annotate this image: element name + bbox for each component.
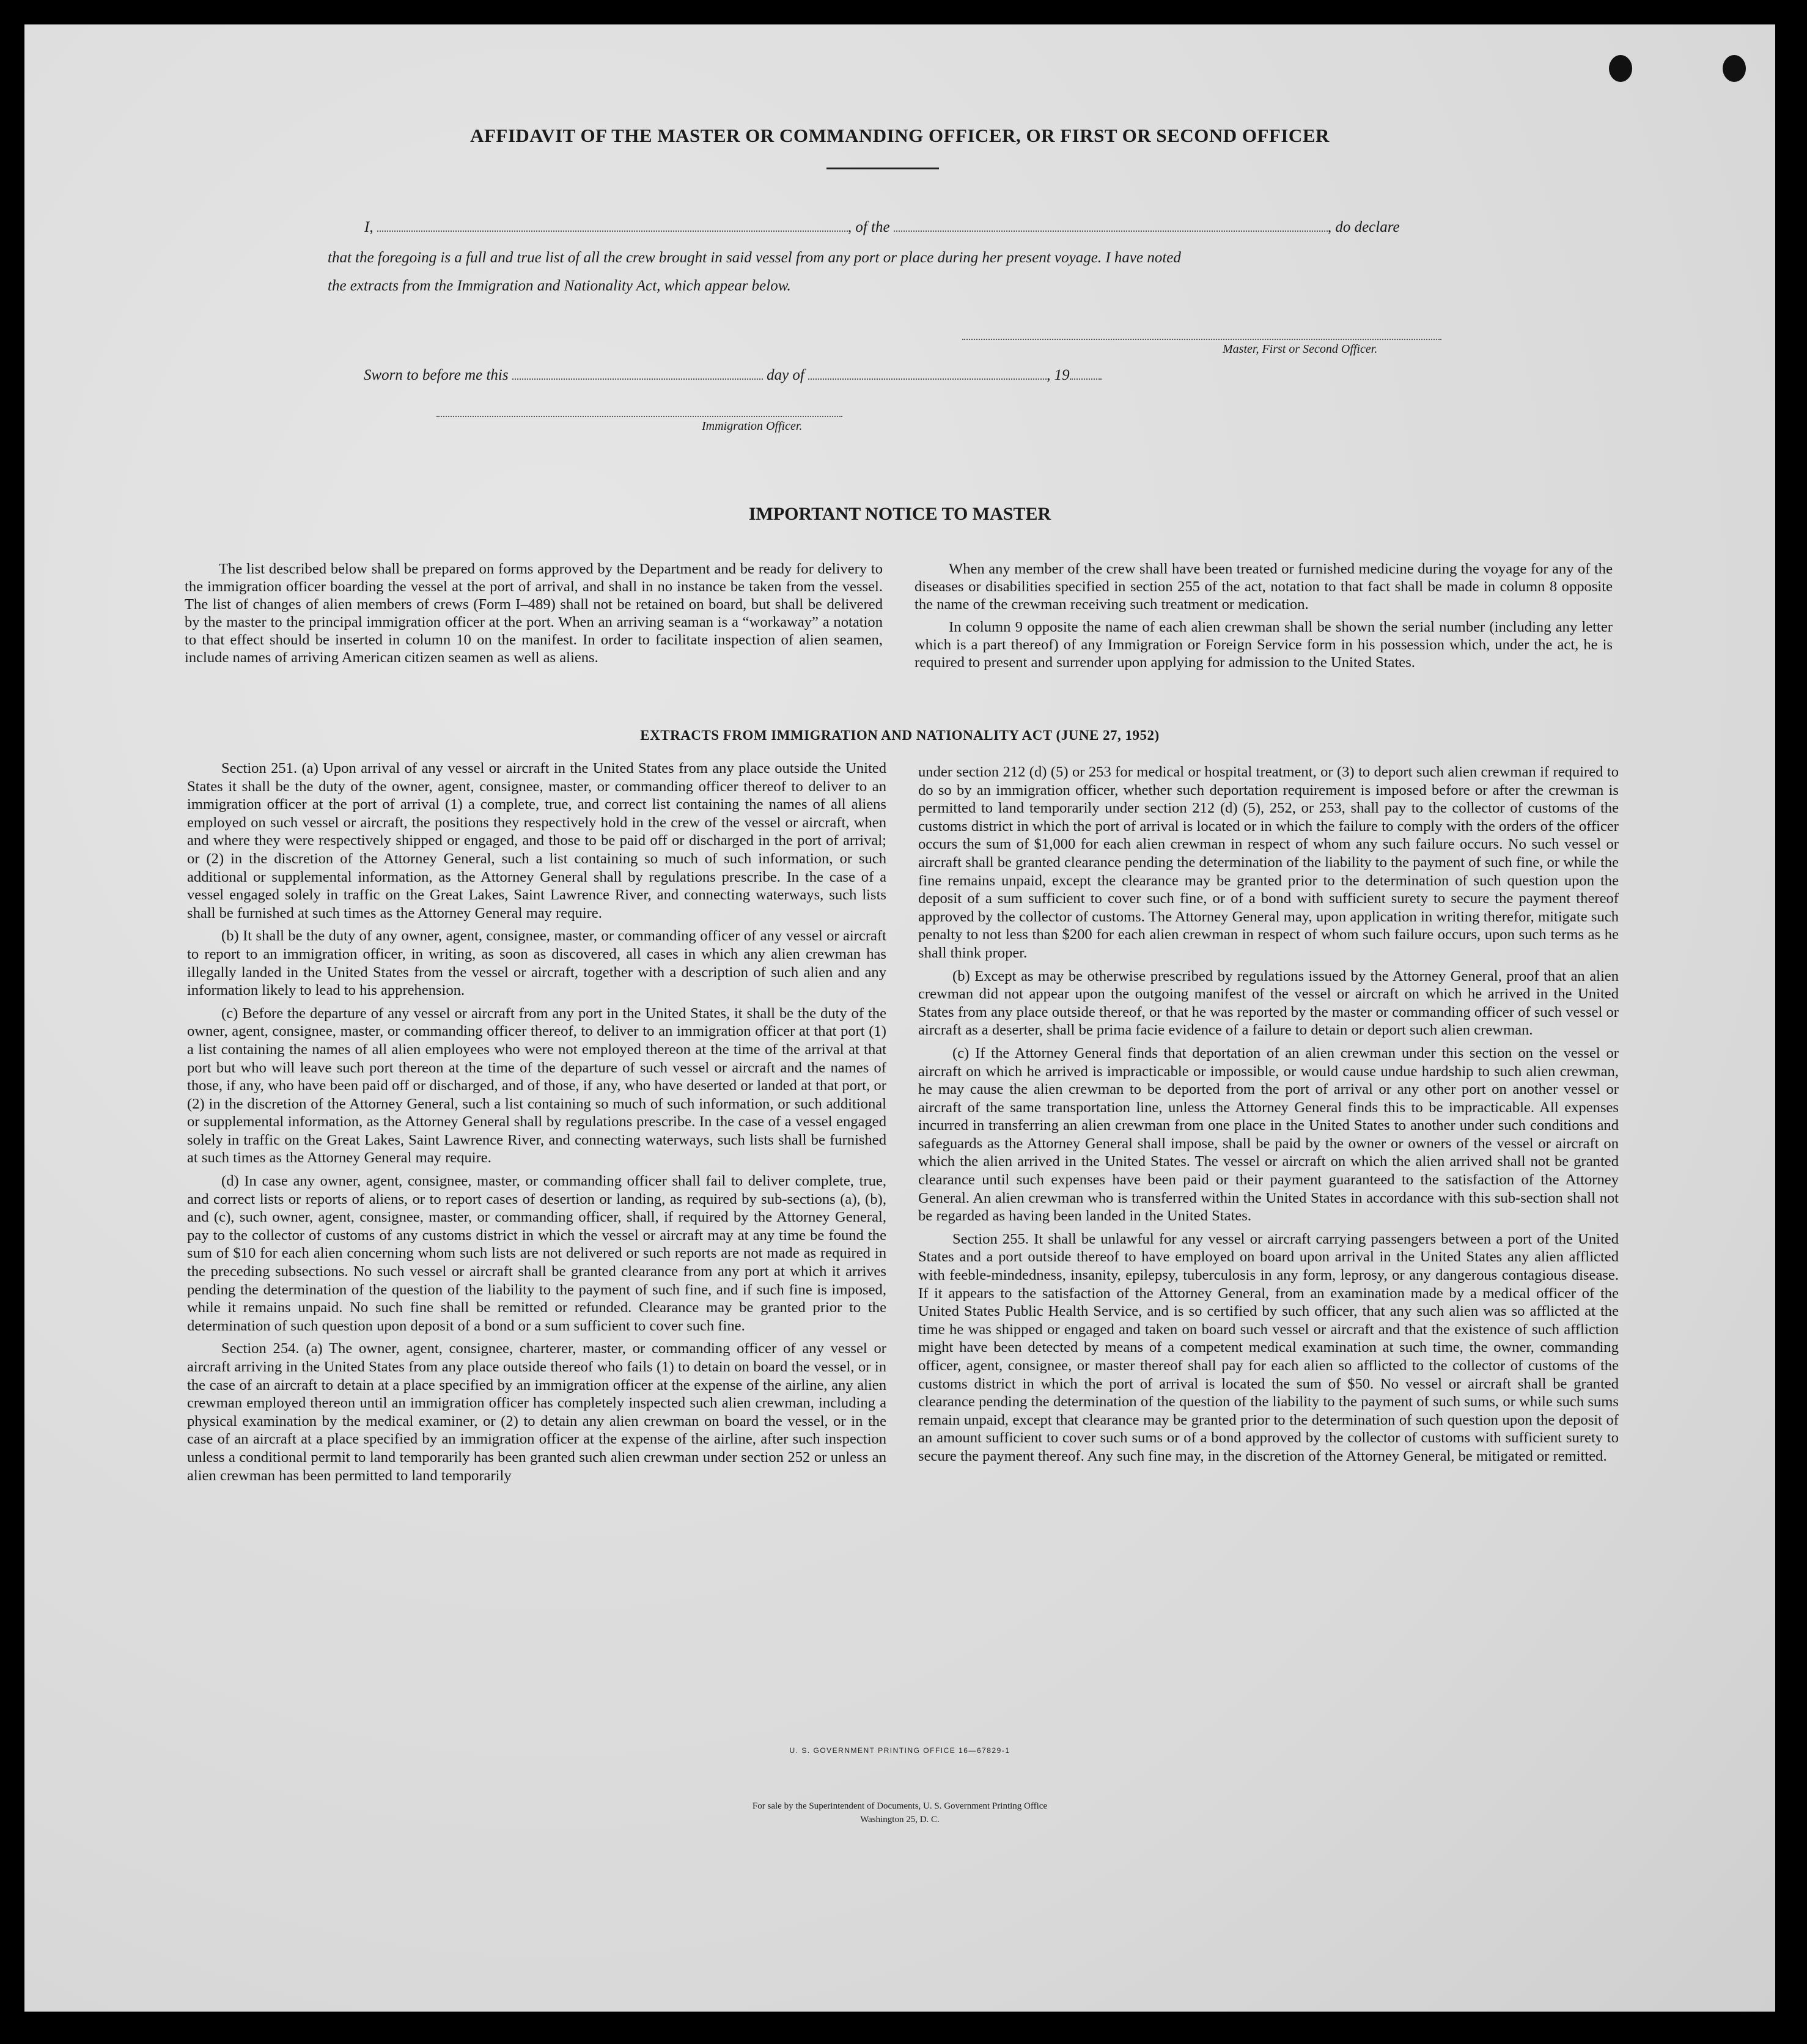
sworn-line	[364, 367, 1102, 384]
notice-right-paragraph-1: When any member of the crew shall have been treated or furnished medicine during the voyage for any of the diseases or disabilities specified in section 255 of the act, notation to that fact shall be made in column 8 opposite the name of the crewman receiving such treatment or medication.	[915, 561, 1613, 613]
year-prefix-label: , 19	[1047, 367, 1070, 383]
printer-imprint: U. S. GOVERNMENT PRINTING OFFICE 16—67829-1	[789, 1746, 1010, 1755]
immigration-officer-label: Immigration Officer.	[702, 419, 803, 433]
extracts-left-column	[187, 759, 886, 1485]
sworn-year-blank[interactable]	[1070, 367, 1102, 380]
sworn-month-blank[interactable]	[808, 367, 1047, 380]
affidavit-declaration-line	[364, 219, 1465, 236]
extract-section-255: Section 255. It shall be unlawful for any vessel or aircraft carrying passengers between a port of the United States and a port outside thereof to have employed on board upon arrival in the United States any alien afflicted with feeble-mindedness, insanity, epilepsy, tuberculosis in any form, leprosy, or any dangerous contagious disease. If it appears to the satisfaction of the Attorney General, from an examination made by a medical officer of the United States Public Health Service, and is so certified by such officer, that any such alien was so afflicted at the time he was shipped or engaged and taken on board such vessel or aircraft and that the existence of such affliction might have been detected by means of a competent medical examination at such time, the owner, commanding officer, agent, consignee, or master thereof shall pay for each alien so afflicted to the collector of customs of the customs district in which the port of arrival is located the sum of $50. No vessel or aircraft shall be granted clearance pending the determination of the question of the liability to the payment of such sums, or while such sums remain unpaid, except that clearance may be granted prior to the determination of such question upon the deposit of an amount sufficient to cover such sums or of a bond approved by the collector of customs with sufficient surety to secure the payment thereof. Any such fine may, in the discretion of the Attorney General, be mitigated or remitted.	[918, 1230, 1619, 1464]
sworn-day-blank[interactable]	[512, 367, 763, 380]
notice-right-column	[915, 560, 1613, 676]
notice-title: IMPORTANT NOTICE TO MASTER	[748, 504, 1051, 524]
notice-left-paragraph: The list described below shall be prepared on forms approved by the Department and be ready for delivery to the immigration officer boarding the vessel at the port of arrival, and shall in no instance be taken from the vessel. The list of changes of alien members of crews (Form I–489) shall not be retained on board, but shall be delivered by the master to the principal immigration officer at the port. When an arriving seaman is a “workaway” a notation to that effect should be inserted in column 10 on the manifest. In order to facilitate inspection of alien seamen, include names of arriving American citizen seamen as well as aliens.	[185, 561, 883, 666]
notice-left-column	[185, 560, 883, 671]
punch-hole-left	[1609, 55, 1632, 82]
extracts-title: EXTRACTS FROM IMMIGRATION AND NATIONALITY ACT (JUNE 27, 1952)	[640, 728, 1160, 743]
affidavit-do-declare-label: , do declare	[1327, 219, 1400, 235]
affidavit-title: AFFIDAVIT OF THE MASTER OR COMMANDING OFFICER, OR FIRST OR SECOND OFFICER	[470, 125, 1330, 146]
extract-section-254a-continued: under section 212 (d) (5) or 253 for medical or hospital treatment, or (3) to deport such alien crewman if required to do so by an immigration officer, whether such deportation requirement is imposed before or after the crewman is permitted to land temporarily under section 212 (d) (5), 252, or 253, shall pay to the collector of customs of the customs district in which the port of arrival is located or in which the failure to comply with the orders of the officer occurs the sum of $1,000 for each alien crewman in respect of whom any such failure occurs. No such vessel or aircraft shall be granted clearance pending the determination of the liability to the payment of such fine, or while the fine remains unpaid, except the clearance may be granted prior to the determination of such question upon the deposit of a sum sufficient to cover such fine, or of a bond with sufficient surety to secure the payment thereof approved by the collector of customs. The Attorney General may, upon application in writing therefor, mitigate such penalty to not less than $200 for each alien crewman in respect of whom such failure occurs, upon such terms as he shall think proper.	[918, 764, 1619, 961]
extract-section-254b: (b) Except as may be otherwise prescribed by regulations issued by the Attorney General, proof that an alien crewman did not appear upon the outgoing manifest of the vessel or aircraft on which he arrived in the United States from any place outside thereof, or that he was reported by the master or commanding officer of such vessel or aircraft as a deserter, shall be prima facie evidence of a failure to detain or deport such alien crewman.	[918, 967, 1619, 1039]
extract-section-254c: (c) If the Attorney General finds that deportation of an alien crewman under this section on the vessel or aircraft on which he arrived is impracticable or impossible, or would cause undue hardship to such alien crewman, he may cause the alien crewman to be deported from the port of arrival or any other port on another vessel or aircraft of the same transportation line, unless the Attorney General finds this to be impracticable. All expenses incurred in transferring an alien crewman from one place in the United States to another under such conditions and safeguards as the Attorney General shall impose, shall be paid by the owner or owners of the vessel or aircraft on which the alien arrived in the United States. The vessel or aircraft on which the alien arrived shall not be granted clearance until such expenses have been paid or their payment guaranteed to the satisfaction of the Attorney General. An alien crewman who is transferred within the United States in accordance with this sub-section shall not be regarded as having been landed in the United States.	[918, 1044, 1619, 1225]
immigration-officer-signature-line[interactable]	[436, 416, 842, 417]
for-sale-line-1: For sale by the Superintendent of Documents, U. S. Government Printing Office	[752, 1801, 1048, 1811]
day-of-label: day of	[767, 367, 804, 383]
affidavit-of-the-label: , of the	[847, 219, 890, 235]
affidavit-i-label: I,	[364, 219, 374, 235]
master-signature-line[interactable]	[962, 339, 1441, 340]
extract-section-254a: Section 254. (a) The owner, agent, consignee, charterer, master, or commanding officer of any vessel or aircraft arriving in the United States from any place outside thereof who fails (1) to detain on board the vessel, or in the case of an aircraft to detain at a place specified by an immigration officer at the expense of the airline, any alien crewman employed thereon until an immigration officer has completely inspected such alien crewman, including a physical examination by the medical examiner, or (2) to detain any alien crewman on board the vessel, or in the case of an aircraft at a place specified by an immigration officer at the expense of the airline, after such inspection unless a conditional permit to land temporarily has been granted such alien crewman under section 252 or unless an alien crewman has been permitted to land temporarily	[187, 1340, 886, 1484]
extract-section-251d: (d) In case any owner, agent, consignee, master, or commanding officer shall fail to deliver complete, true, and correct lists or reports of aliens, or to report cases of desertion or landing, as required by sub-sections (a), (b), and (c), such owner, agent, consignee, master, or commanding officer, shall, if required by the Attorney General, pay to the collector of customs of any customs district in which the vessel or aircraft may at any time be found the sum of $10 for each alien concerning whom such lists are not delivered or such reports are not made as required in the preceding subsections. No such vessel or aircraft shall be granted clearance from any port at which it arrives pending the determination of the question of the liability to the payment of such fine, and if such fine is imposed, while it remains unpaid. No such fine shall be remitted or refunded. Clearance may be granted prior to the determination of such question upon deposit of a bond or a sum sufficient to cover such fine.	[187, 1173, 886, 1334]
for-sale-line-2: Washington 25, D. C.	[860, 1815, 940, 1824]
extract-section-251a: Section 251. (a) Upon arrival of any vessel or aircraft in the United States from any place outside the United States it shall be the duty of the owner, agent, consignee, master, or commanding officer thereof to deliver to an immigration officer at the port of arrival (1) a complete, true, and correct list containing the names of all aliens employed on such vessel or aircraft, the positions they respectively hold in the crew of the vessel or aircraft, when and where they were respectively shipped or engaged, and those to be paid off or discharged in the port of arrival; or (2) in the discretion of the Attorney General, such a list containing so much of such information, or such additional or supplemental information, as the Attorney General shall by regulations prescribe. In the case of a vessel engaged solely in traffic on the Great Lakes, Saint Lawrence River, and connecting waterways, such lists shall be furnished at such times as the Attorney General may require.	[187, 760, 886, 921]
title-underline	[826, 168, 939, 169]
sworn-before-label: Sworn to before me this	[364, 367, 509, 383]
vessel-blank[interactable]	[894, 220, 1328, 232]
document-page	[24, 24, 1775, 2012]
punch-hole-right	[1723, 55, 1746, 82]
affidavit-statement-line-3: the extracts from the Immigration and Nationality Act, which appear below.	[328, 278, 791, 294]
notice-right-paragraph-2: In column 9 opposite the name of each alien crewman shall be shown the serial number (including any letter which is a part thereof) of any Immigration or Foreign Service form in his possession which, under the act, he is required to present and surrender upon applying for admission to the United States.	[915, 619, 1613, 671]
extracts-right-column	[918, 763, 1619, 1466]
extract-section-251b: (b) It shall be the duty of any owner, agent, consignee, master, or commanding officer of any vessel or aircraft to report to an immigration officer, in writing, as soon as discovered, all cases in which any alien crewman has illegally landed in the United States from the vessel or aircraft, together with a description of such alien and any information likely to lead to his apprehension.	[187, 928, 886, 999]
master-signature-label: Master, First or Second Officer.	[1223, 342, 1378, 356]
name-blank[interactable]	[377, 220, 848, 232]
extract-section-251c: (c) Before the departure of any vessel or aircraft from any port in the United States, it shall be the duty of the owner, agent, consignee, master, or commanding officer thereof, to deliver to an immigration officer at that port (1) a list containing the names of all alien employees who were not employed thereon at the time of the arrival at that port but who will leave such port thereon at the time of the departure of such vessel or aircraft and the names of those, if any, who have been paid off or discharged, and of those, if any, who have deserted or landed at that port, or (2) in the discretion of the Attorney General, such a list containing so much of such information, or such additional or supplemental information, as the Attorney General shall by regulations prescribe. In the case of a vessel engaged solely in traffic on the Great Lakes, Saint Lawrence River, and connecting waterways, such lists shall be furnished at such times as the Attorney General may require.	[187, 1005, 886, 1167]
affidavit-statement-line-2: that the foregoing is a full and true list of all the crew brought in said vessel from any port or place during her present voyage. I have noted	[328, 249, 1181, 266]
